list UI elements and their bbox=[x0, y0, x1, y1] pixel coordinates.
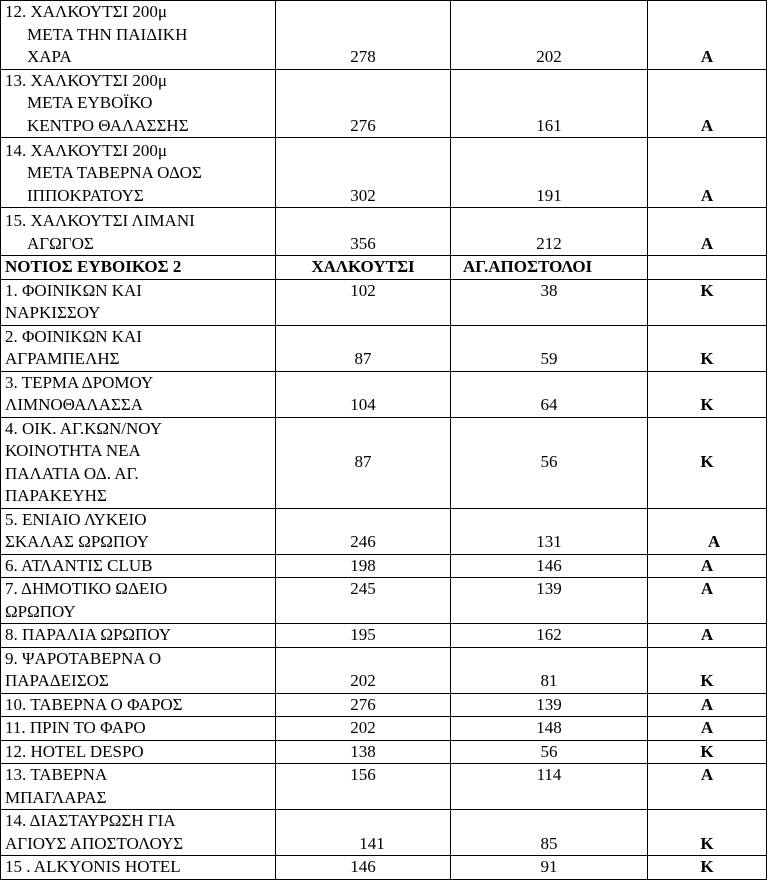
location-cell: 14. ΧΑΛΚΟΥΤΣΙ 200μ ΜΕΤΑ ΤΑΒΕΡΝΑ ΟΔΟΣ ΙΠΠΟΚΡΑΤΟΥΣ bbox=[1, 138, 276, 208]
grade-cell: A bbox=[648, 1, 767, 70]
table-row bbox=[1, 647, 767, 693]
chalkoutsi-value: 276 bbox=[276, 69, 451, 138]
grade-cell: K bbox=[648, 325, 767, 371]
location-cell: 3. ΤΕΡΜΑ ΔΡΟΜΟΥ ΛΙΜΝΟΘΑΛΑΣΣΑ bbox=[1, 371, 276, 417]
location-cell: 9. ΨΑΡΟΤΑΒΕΡΝΑ Ο ΠΑΡΑΔΕΙΣΟΣ bbox=[1, 647, 276, 693]
chalkoutsi-value: 87 bbox=[276, 325, 451, 371]
table-row bbox=[1, 717, 767, 741]
chalkoutsi-value: 87 bbox=[276, 417, 451, 508]
ag-apostoloi-value: 131 bbox=[451, 508, 648, 554]
location-cell: 13. ΤΑΒΕΡΝΑ ΜΠΑΓΛΑΡΑΣ bbox=[1, 764, 276, 810]
table-row bbox=[1, 810, 767, 856]
chalkoutsi-value: 138 bbox=[276, 740, 451, 764]
chalkoutsi-value: 104 bbox=[276, 371, 451, 417]
grade-cell: A bbox=[648, 138, 767, 208]
ag-apostoloi-value: 146 bbox=[451, 554, 648, 578]
ag-apostoloi-value: 139 bbox=[451, 578, 648, 624]
ag-apostoloi-value: 162 bbox=[451, 624, 648, 648]
table-row bbox=[1, 508, 767, 554]
ag-apostoloi-value: 202 bbox=[451, 1, 648, 70]
ag-apostoloi-value: 59 bbox=[451, 325, 648, 371]
chalkoutsi-value: 202 bbox=[276, 717, 451, 741]
location-cell: 12. ΧΑΛΚΟΥΤΣΙ 200μ ΜΕΤΑ ΤΗΝ ΠΑΙΔΙΚΗ ΧΑΡΑ bbox=[1, 1, 276, 70]
column-header-grade bbox=[648, 256, 767, 280]
grade-cell: A bbox=[648, 764, 767, 810]
table-row bbox=[1, 371, 767, 417]
table-row bbox=[1, 554, 767, 578]
table-row bbox=[1, 279, 767, 325]
chalkoutsi-value: 278 bbox=[276, 1, 451, 70]
location-cell: 15 . ALKYONIS HOTEL bbox=[1, 856, 276, 880]
table-row bbox=[1, 417, 767, 508]
location-cell: 5. ΕΝΙΑΙΟ ΛΥΚΕΙΟ ΣΚΑΛΑΣ ΩΡΩΠΟΥ bbox=[1, 508, 276, 554]
ag-apostoloi-value: 56 bbox=[451, 740, 648, 764]
grade-cell: K bbox=[648, 279, 767, 325]
grade-cell: K bbox=[648, 417, 767, 508]
table-row bbox=[1, 138, 767, 208]
grade-cell: A bbox=[648, 578, 767, 624]
location-cell: 8. ΠΑΡΑΛΙΑ ΩΡΩΠΟΥ bbox=[1, 624, 276, 648]
location-cell: 14. ΔΙΑΣΤΑΥΡΩΣΗ ΓΙΑ ΑΓΙΟΥΣ ΑΠΟΣΤΟΛΟΥΣ bbox=[1, 810, 276, 856]
location-cell: 11. ΠΡΙΝ ΤΟ ΦΑΡΟ bbox=[1, 717, 276, 741]
section-header-row bbox=[1, 256, 767, 280]
ag-apostoloi-value: 114 bbox=[451, 764, 648, 810]
ag-apostoloi-value: 64 bbox=[451, 371, 648, 417]
location-cell: 10. ΤΑΒΕΡΝΑ Ο ΦΑΡΟΣ bbox=[1, 693, 276, 717]
table-row bbox=[1, 856, 767, 880]
ag-apostoloi-value: 139 bbox=[451, 693, 648, 717]
ag-apostoloi-value: 38 bbox=[451, 279, 648, 325]
ag-apostoloi-value: 85 bbox=[451, 810, 648, 856]
table-row bbox=[1, 624, 767, 648]
table-row bbox=[1, 740, 767, 764]
chalkoutsi-value: 276 bbox=[276, 693, 451, 717]
grade-cell: A bbox=[648, 208, 767, 256]
chalkoutsi-value: 202 bbox=[276, 647, 451, 693]
ag-apostoloi-value: 191 bbox=[451, 138, 648, 208]
chalkoutsi-value: 198 bbox=[276, 554, 451, 578]
chalkoutsi-value: 102 bbox=[276, 279, 451, 325]
grade-cell: A bbox=[648, 554, 767, 578]
ag-apostoloi-value: 212 bbox=[451, 208, 648, 256]
location-cell: 7. ΔΗΜΟΤΙΚΟ ΩΔΕΙΟ ΩΡΩΠΟΥ bbox=[1, 578, 276, 624]
ag-apostoloi-value: 56 bbox=[451, 417, 648, 508]
location-cell: 12. HOTEL DESPO bbox=[1, 740, 276, 764]
chalkoutsi-value: 195 bbox=[276, 624, 451, 648]
grade-cell: A bbox=[648, 69, 767, 138]
table-row bbox=[1, 325, 767, 371]
chalkoutsi-value: 146 bbox=[276, 856, 451, 880]
location-cell: 15. ΧΑΛΚΟΥΤΣΙ ΛΙΜΑΝΙ ΑΓΩΓΟΣ bbox=[1, 208, 276, 256]
table-row bbox=[1, 693, 767, 717]
table-row bbox=[1, 764, 767, 810]
grade-cell: A bbox=[648, 717, 767, 741]
grade-cell: A bbox=[648, 624, 767, 648]
ag-apostoloi-value: 81 bbox=[451, 647, 648, 693]
chalkoutsi-value: 245 bbox=[276, 578, 451, 624]
grade-cell: K bbox=[648, 371, 767, 417]
section-title: ΝΟΤΙΟΣ ΕΥΒΟΙΚΟΣ 2 bbox=[1, 256, 276, 280]
grade-cell: K bbox=[648, 740, 767, 764]
location-cell: 2. ΦΟΙΝΙΚΩΝ ΚΑΙ ΑΓΡΑΜΠΕΛΗΣ bbox=[1, 325, 276, 371]
column-header-ag-apostoloi: ΑΓ.ΑΠΟΣΤΟΛΟΙ bbox=[451, 256, 648, 280]
location-cell: 1. ΦΟΙΝΙΚΩΝ ΚΑΙ ΝΑΡΚΙΣΣΟΥ bbox=[1, 279, 276, 325]
table-row bbox=[1, 578, 767, 624]
chalkoutsi-value: 356 bbox=[276, 208, 451, 256]
chalkoutsi-value: 156 bbox=[276, 764, 451, 810]
location-cell: 6. ΑΤΛΑΝΤΙΣ CLUB bbox=[1, 554, 276, 578]
table-row bbox=[1, 208, 767, 256]
location-cell: 13. ΧΑΛΚΟΥΤΣΙ 200μ ΜΕΤΑ ΕΥΒΟΪΚΟ ΚΕΝΤΡΟ ΘΑΛΑΣΣΗΣ bbox=[1, 69, 276, 138]
ag-apostoloi-value: 148 bbox=[451, 717, 648, 741]
column-header-chalkoutsi: ΧΑΛΚΟΥΤΣΙ bbox=[276, 256, 451, 280]
ag-apostoloi-value: 91 bbox=[451, 856, 648, 880]
grade-cell: A bbox=[648, 508, 767, 554]
chalkoutsi-value: 302 bbox=[276, 138, 451, 208]
table-row bbox=[1, 1, 767, 70]
ag-apostoloi-value: 161 bbox=[451, 69, 648, 138]
table-row bbox=[1, 69, 767, 138]
grade-cell: K bbox=[648, 856, 767, 880]
grade-cell: K bbox=[648, 810, 767, 856]
chalkoutsi-value: 246 bbox=[276, 508, 451, 554]
grade-cell: K bbox=[648, 647, 767, 693]
grade-cell: A bbox=[648, 693, 767, 717]
chalkoutsi-value: 141 bbox=[276, 810, 451, 856]
location-cell: 4. ΟΙΚ. ΑΓ.ΚΩΝ/ΝΟΥ ΚΟΙΝΟΤΗΤΑ ΝΕΑ ΠΑΛΑΤΙΑ ΟΔ. ΑΓ. ΠΑΡΑΚΕΥΗΣ bbox=[1, 417, 276, 508]
